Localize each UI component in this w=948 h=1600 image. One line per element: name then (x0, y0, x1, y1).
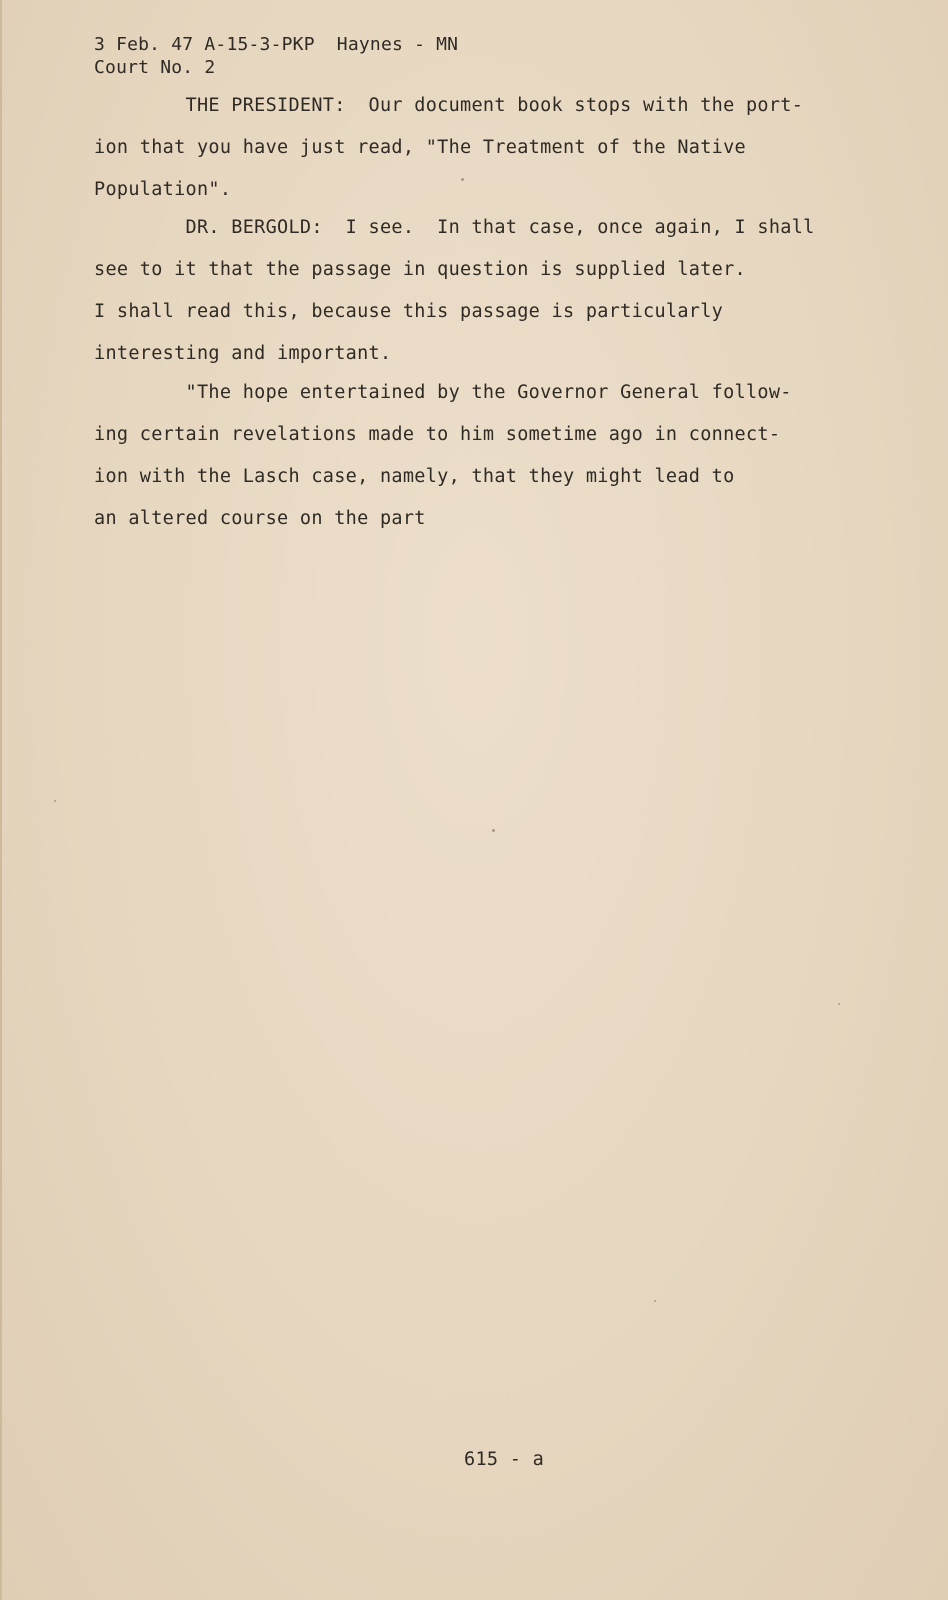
paper-speck (654, 1300, 656, 1302)
paper-speck (838, 1003, 840, 1005)
body-line: see to it that the passage in question is supplied later. (94, 259, 746, 280)
paper-speck (461, 178, 464, 181)
body-line: ion with the Lasch case, namely, that they might lead to (94, 466, 735, 487)
body-line: THE PRESIDENT: Our document book stops with the port- (94, 95, 804, 116)
body-line: ion that you have just read, "The Treatment of the Native (94, 137, 746, 158)
body-line: DR. BERGOLD: I see. In that case, once again, I shall (94, 217, 815, 238)
body-line: ing certain revelations made to him sometime ago in connect- (94, 424, 781, 445)
header-court-number: Court No. 2 (94, 57, 216, 78)
page-number: 615 - a (464, 1449, 545, 1470)
paper-speck (492, 829, 495, 832)
body-line: an altered course on the part (94, 508, 426, 529)
paper-speck (54, 800, 56, 802)
body-line: Population". (94, 179, 232, 200)
body-line: interesting and important. (94, 343, 392, 364)
body-line: I shall read this, because this passage is particularly (94, 301, 724, 322)
body-line: "The hope entertained by the Governor General follow- (94, 382, 792, 403)
header-date-reference: 3 Feb. 47 A-15-3-PKP Haynes - MN (94, 34, 459, 55)
transcript-body (94, 0, 914, 560)
